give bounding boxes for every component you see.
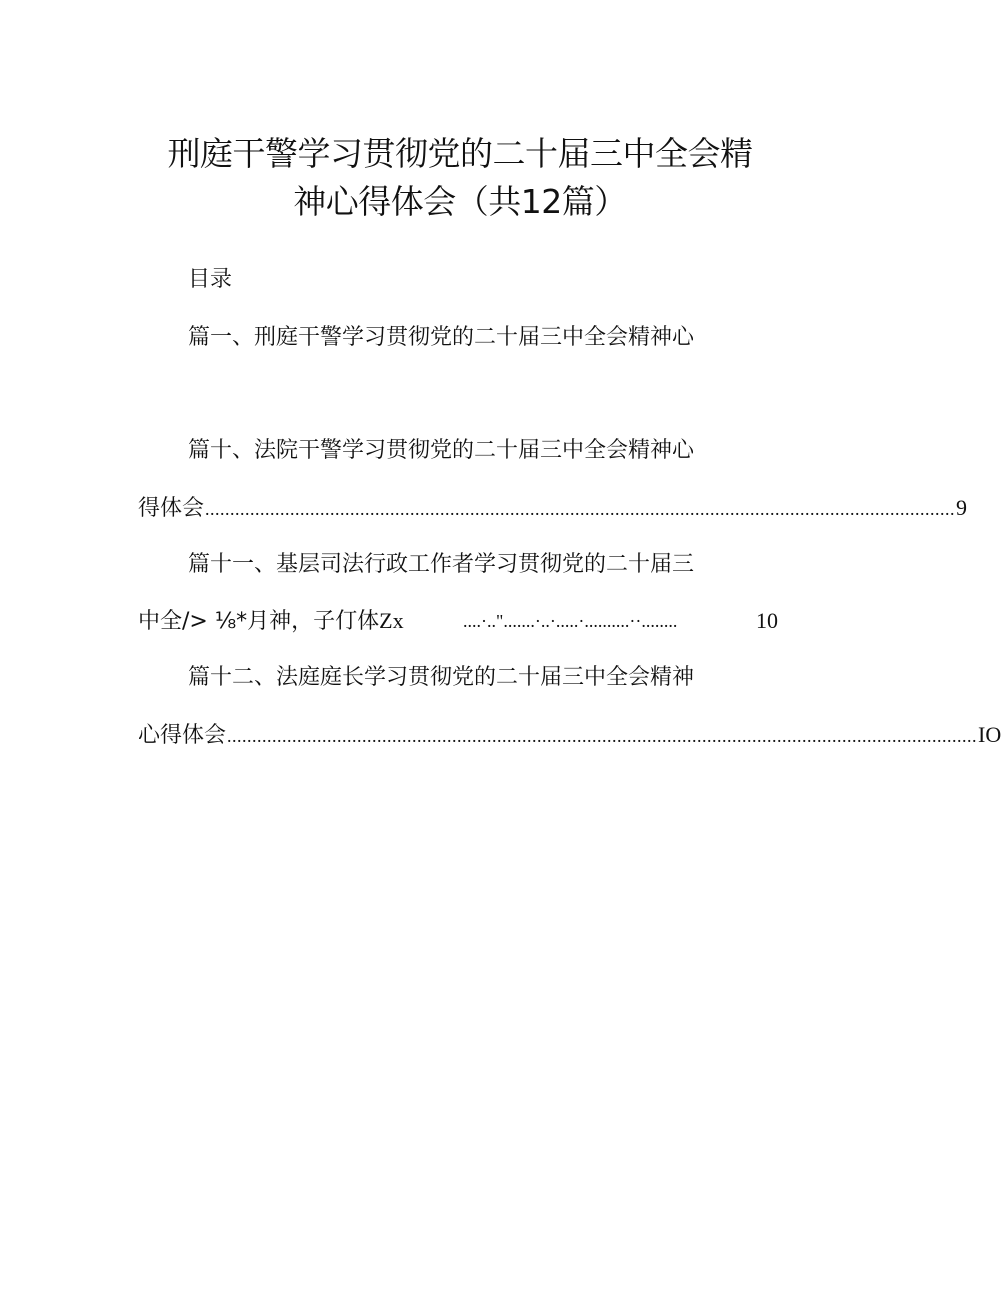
toc-entry-10-line-1[interactable]: 篇十、法院干警学习贯彻党的二十届三中全会精神心: [188, 438, 695, 463]
toc-entry-12-leader: ......................................................................................................................................................: [227, 726, 978, 746]
toc-entry-10-page-number: 9: [956, 495, 968, 520]
toc-heading: 目录: [188, 267, 233, 292]
toc-entry-10-line-2[interactable]: [138, 493, 968, 523]
toc-entry-12-page-number: IO: [978, 722, 1001, 747]
toc-entry-1-line-1[interactable]: 篇一、刑庭干警学习贯彻党的二十届三中全会精神心: [188, 325, 695, 350]
toc-entry-10-label: 得体会: [138, 496, 205, 521]
toc-entry-12-line-1[interactable]: 篇十二、法庭庭长学习贯彻党的二十届三中全会精神: [188, 665, 695, 690]
toc-entry-11-line-2[interactable]: [138, 606, 778, 636]
toc-entry-11-label-latin: Zx: [379, 608, 404, 633]
document-title-line-2: 神心得体会（共12篇）: [293, 182, 627, 221]
toc-entry-11-leader: ....·..".......·..·.....·..........··........: [463, 611, 678, 631]
toc-entry-11-page-number: 10: [756, 608, 778, 633]
toc-entry-11-line-1[interactable]: 篇十一、基层司法行政工作者学习贯彻党的二十届三: [188, 552, 695, 577]
toc-entry-10-leader: ......................................................................................................................................................: [205, 499, 956, 519]
document-title-line-1: 刑庭干警学习贯彻党的二十届三中全会精: [167, 134, 753, 173]
toc-entry-12-line-2[interactable]: [138, 720, 1001, 750]
toc-entry-11-label: [138, 606, 404, 637]
toc-entry-12-label: 心得体会: [138, 723, 227, 748]
toc-entry-11-label-cjk: 中全/> ⅛*月神，子仃体: [138, 609, 380, 634]
